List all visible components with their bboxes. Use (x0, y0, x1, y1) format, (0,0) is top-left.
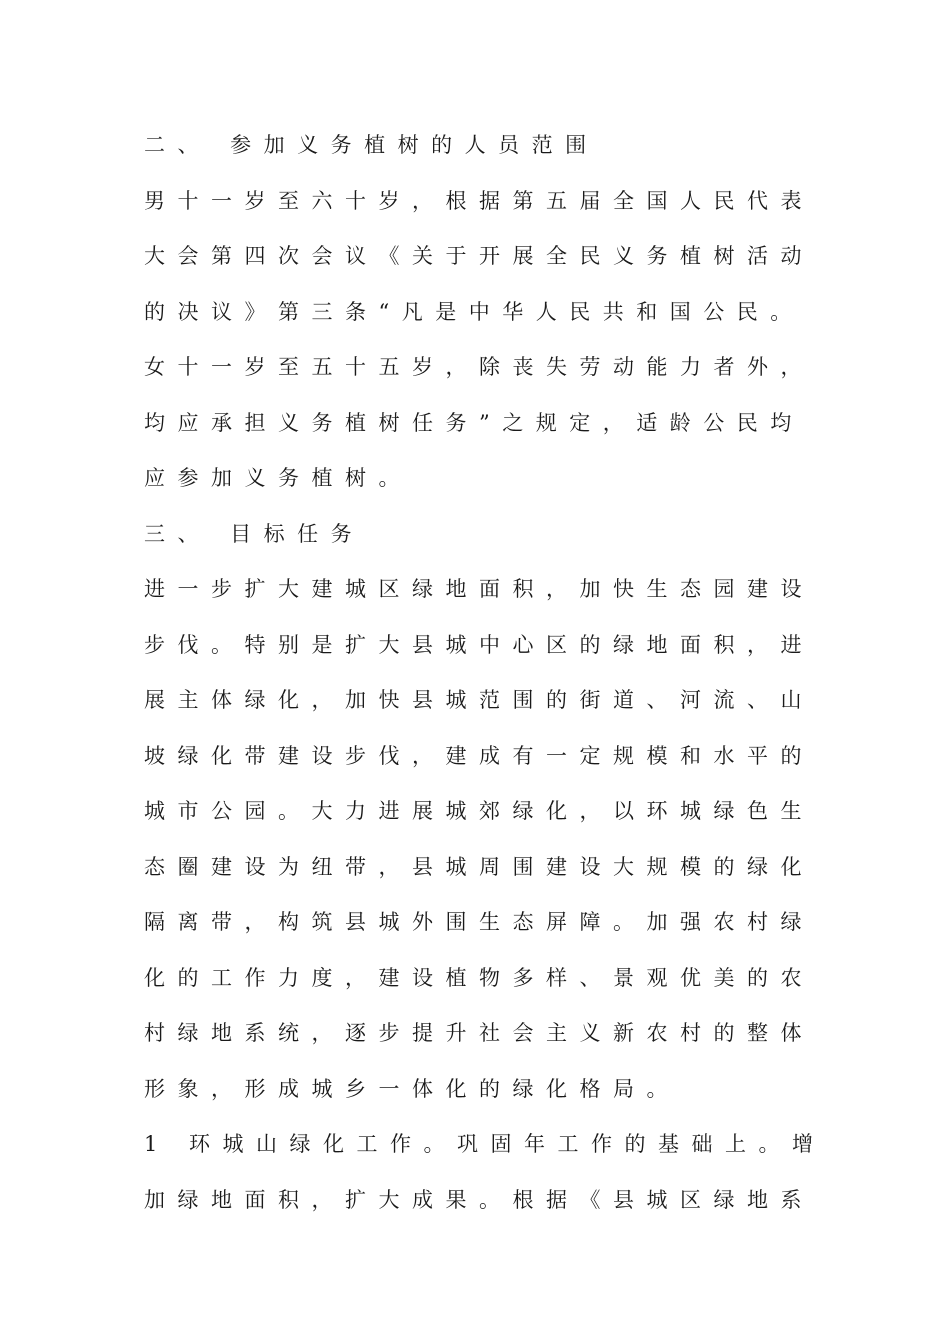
paragraph-line: 步伐。特别是扩大县城中心区的绿地面积，进 (144, 633, 814, 657)
paragraph-line: 展主体绿化，加快县城范围的街道、河流、山 (144, 688, 814, 712)
paragraph-line: 形象，形成城乡一体化的绿化格局。 (144, 1077, 680, 1101)
paragraph-line: 应参加义务植树。 (144, 466, 412, 490)
paragraph-line: 隔离带，构筑县城外围生态屏障。加强农村绿 (144, 910, 814, 934)
paragraph-line: 女十一岁至五十五岁，除丧失劳动能力者外， (144, 355, 814, 379)
section-heading-3: 三、 目标任务 (144, 522, 365, 546)
paragraph-line: 进一步扩大建城区绿地面积，加快生态园建设 (144, 577, 814, 601)
paragraph-line: 均应承担义务植树任务”之规定，适龄公民均 (144, 411, 804, 435)
paragraph-line: 坡绿化带建设步伐，建成有一定规模和水平的 (144, 744, 814, 768)
paragraph-line: 加绿地面积，扩大成果。根据《县城区绿地系 (144, 1188, 814, 1212)
paragraph-line: 态圈建设为纽带，县城周围建设大规模的绿化 (144, 855, 814, 879)
paragraph-line: 村绿地系统，逐步提升社会主义新农村的整体 (144, 1021, 814, 1045)
section-heading-2: 二、 参加义务植树的人员范围 (144, 133, 599, 157)
paragraph-line: 1 环城山绿化工作。巩固年工作的基础上。增 (144, 1132, 826, 1156)
paragraph-line: 大会第四次会议《关于开展全民义务植树活动 (144, 244, 814, 268)
paragraph-line: 男十一岁至六十岁，根据第五届全国人民代表 (144, 189, 814, 213)
paragraph-line: 化的工作力度，建设植物多样、景观优美的农 (144, 966, 814, 990)
paragraph-line: 城市公园。大力进展城郊绿化，以环城绿色生 (144, 799, 814, 823)
paragraph-line: 的决议》第三条“凡是中华人民共和国公民。 (144, 300, 804, 324)
